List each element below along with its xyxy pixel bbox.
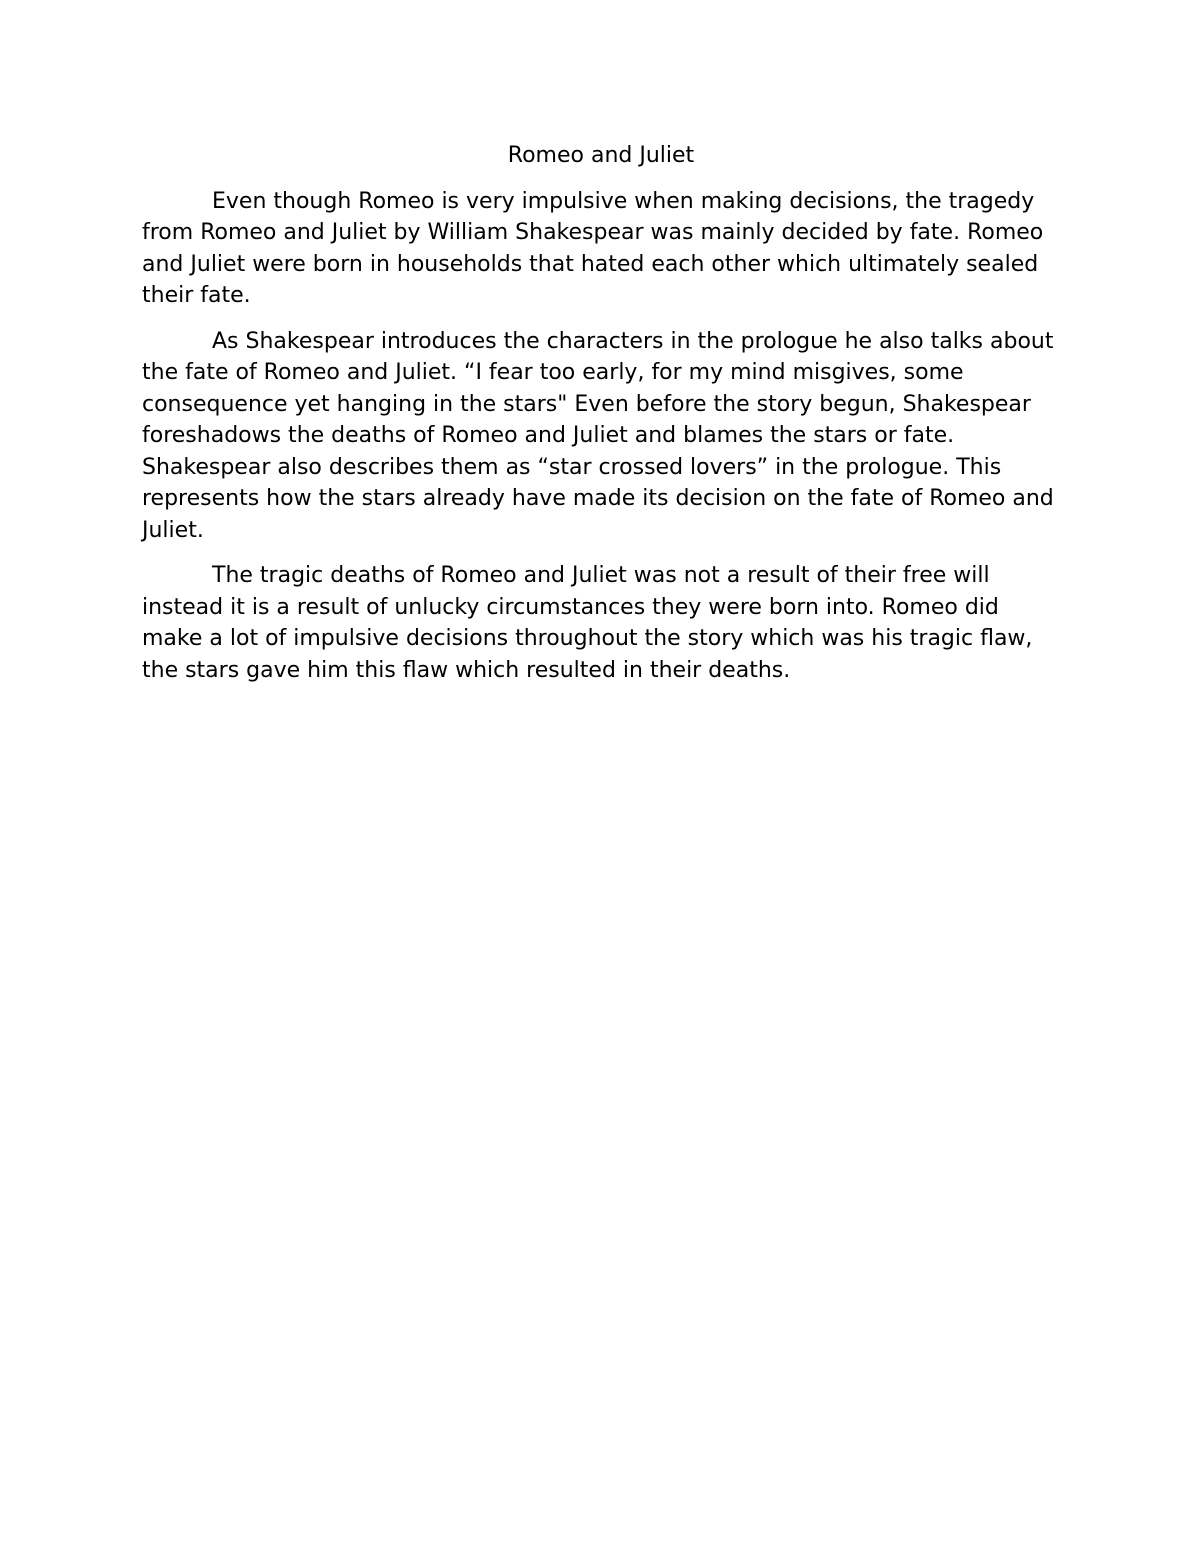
paragraph-2: As Shakespear introduces the characters in the prologue he also talks about the fate of Romeo and Juliet. “I fear too early, for my mind misgives, some consequence yet hanging in the stars" Even before the story begun, Shakespear foreshadows the deaths of Romeo and Juliet and blames the stars or fate. Shakespear also describes them as “star crossed lovers” in the prologue. This represents how the stars already have made its decision on the fate of Romeo and Juliet. — [142, 328, 1054, 543]
paragraph-1: Even though Romeo is very impulsive when making decisions, the tragedy from Romeo and Juliet by William Shakespear was mainly decided by fate. Romeo and Juliet were born in households that hated each other which ultimately sealed their fate. — [142, 188, 1044, 308]
paragraph-3: The tragic deaths of Romeo and Juliet was not a result of their free will instead it is a result of unlucky circumstances they were born into. Romeo did make a lot of impulsive decisions throughout the story which was his tragic flaw, the stars gave him this flaw which resulted in their deaths. — [142, 563, 1033, 683]
document-body — [142, 140, 1060, 700]
document-title: Romeo and Juliet — [507, 143, 695, 168]
